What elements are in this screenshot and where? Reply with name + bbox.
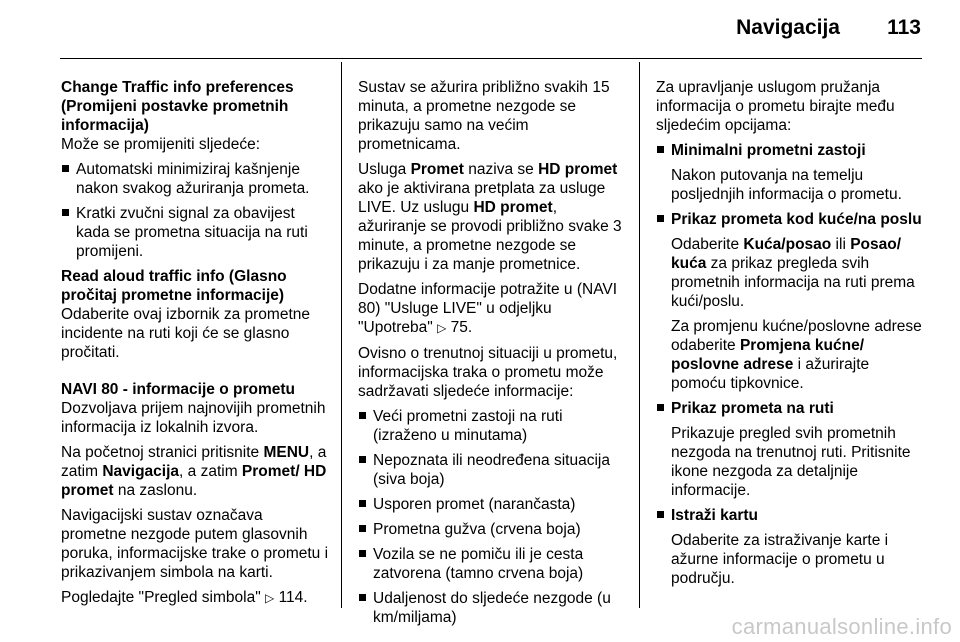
bullet-item: Prometna gužva (crvena boja) [358, 520, 626, 539]
paragraph-reference: Pogledajte "Pregled simbola" ▷ 114. [61, 589, 308, 606]
paragraph: Sustav se ažurira približno svakih 15 minuta, a prometne nezgode se prikazuju samo na većim prometnicama. [358, 79, 610, 153]
column-2 [358, 78, 626, 633]
bullet-item: Usporen promet (narančasta) [358, 495, 626, 514]
option-description: Prikazuje pregled svih prometnih nezgoda na trenutnoj ruti. Pritisnite ikone nezgoda za detaljnije informacije. [671, 425, 911, 499]
paragraph-hd-traffic: Usluga Promet naziva se HD promet ako je aktivirana pretplata za usluge LIVE. Uz uslugu HD promet, ažuriranje se provodi približno svake 3 minute, a prometne nezgode se prikazuju i za manje prometnice. [358, 161, 622, 273]
column-divider-2 [639, 62, 640, 608]
bullet-item: Vozila se ne pomiču ili je cesta zatvorena (tamno crvena boja) [358, 545, 626, 583]
option-route-traffic: Prikaz prometa na ruti [656, 399, 926, 418]
bullet-item: Udaljenost do sljedeće nezgode (u km/miljama) [358, 589, 626, 627]
option-description: Odaberite Kuća/posao ili Posao/ kuća za prikaz pregleda svih prometnih informacija na ruti prema kući/poslu. [671, 236, 915, 310]
option-description: Nakon putovanja na temelju posljednjih informacija o prometu. [671, 167, 902, 203]
bullet-item: Kratki zvučni signal za obavijest kada se prometna situacija na ruti promijeni. [61, 204, 329, 261]
option-description: Odaberite za istraživanje karte i ažurne informacije o prometu u području. [671, 532, 889, 587]
page-reference-icon: ▷ [265, 591, 275, 605]
option-home-work-traffic: Prikaz prometa kod kuće/na poslu [656, 210, 926, 229]
paragraph: Dozvoljava prijem najnovijih prometnih informacija iz lokalnih izvora. [61, 400, 326, 436]
bullet-item: Veći prometni zastoji na ruti (izraženo u minutama) [358, 407, 626, 445]
heading-traffic-preferences: Change Traffic info preferences (Promijeni postavke prometnih informacija) [61, 79, 294, 134]
paragraph: Navigacijski sustav označava prometne nezgode putem glasovnih poruka, informacijske trake o prometu i prikazivanjem simbola na karti. [61, 507, 329, 581]
option-explore-map: Istraži kartu [656, 506, 926, 525]
bullet-item: Automatski minimiziraj kašnjenje nakon svakog ažuriranja prometa. [61, 160, 329, 198]
column-1 [61, 78, 329, 614]
paragraph: Može se promijeniti sljedeće: [61, 136, 261, 153]
column-3 [656, 78, 926, 594]
heading-navi80-traffic: NAVI 80 - informacije o prometu [61, 381, 295, 398]
paragraph: Za upravljanje uslugom pružanja informacija o prometu birajte među sljedećim opcijama: [656, 79, 895, 134]
option-description: Za promjenu kućne/poslovne adrese odaberite Promjena kućne/ poslovne adrese i ažurirajte pomoću tipkovnice. [671, 318, 922, 392]
watermark: carmanualsonline.info [731, 614, 952, 639]
page-header [0, 0, 960, 60]
paragraph-menu-path: Na početnoj stranici pritisnite MENU, a zatim Navigacija, a zatim Promet/ HD promet na zaslonu. [61, 444, 327, 499]
header-divider [60, 58, 922, 59]
section-title: Navigacija [736, 16, 840, 39]
paragraph-reference: Dodatne informacije potražite u (NAVI 80) "Usluge LIVE" u odjeljku "Upotreba" ▷ 75. [358, 281, 618, 336]
heading-read-aloud: Read aloud traffic info (Glasno pročitaj prometne informacije) [61, 268, 287, 304]
bullet-item: Nepoznata ili neodređena situacija (siva boja) [358, 451, 626, 489]
column-divider-1 [341, 62, 342, 608]
option-minimal-delays: Minimalni prometni zastoji [656, 141, 926, 160]
page-number: 113 [887, 16, 921, 39]
paragraph: Ovisno o trenutnoj situaciji u prometu, informacijska traka o prometu može sadržavati sljedeće informacije: [358, 345, 618, 400]
paragraph: Odaberite ovaj izbornik za prometne incidente na ruti koji će se glasno pročitati. [61, 306, 310, 361]
page-reference-icon: ▷ [437, 321, 447, 335]
